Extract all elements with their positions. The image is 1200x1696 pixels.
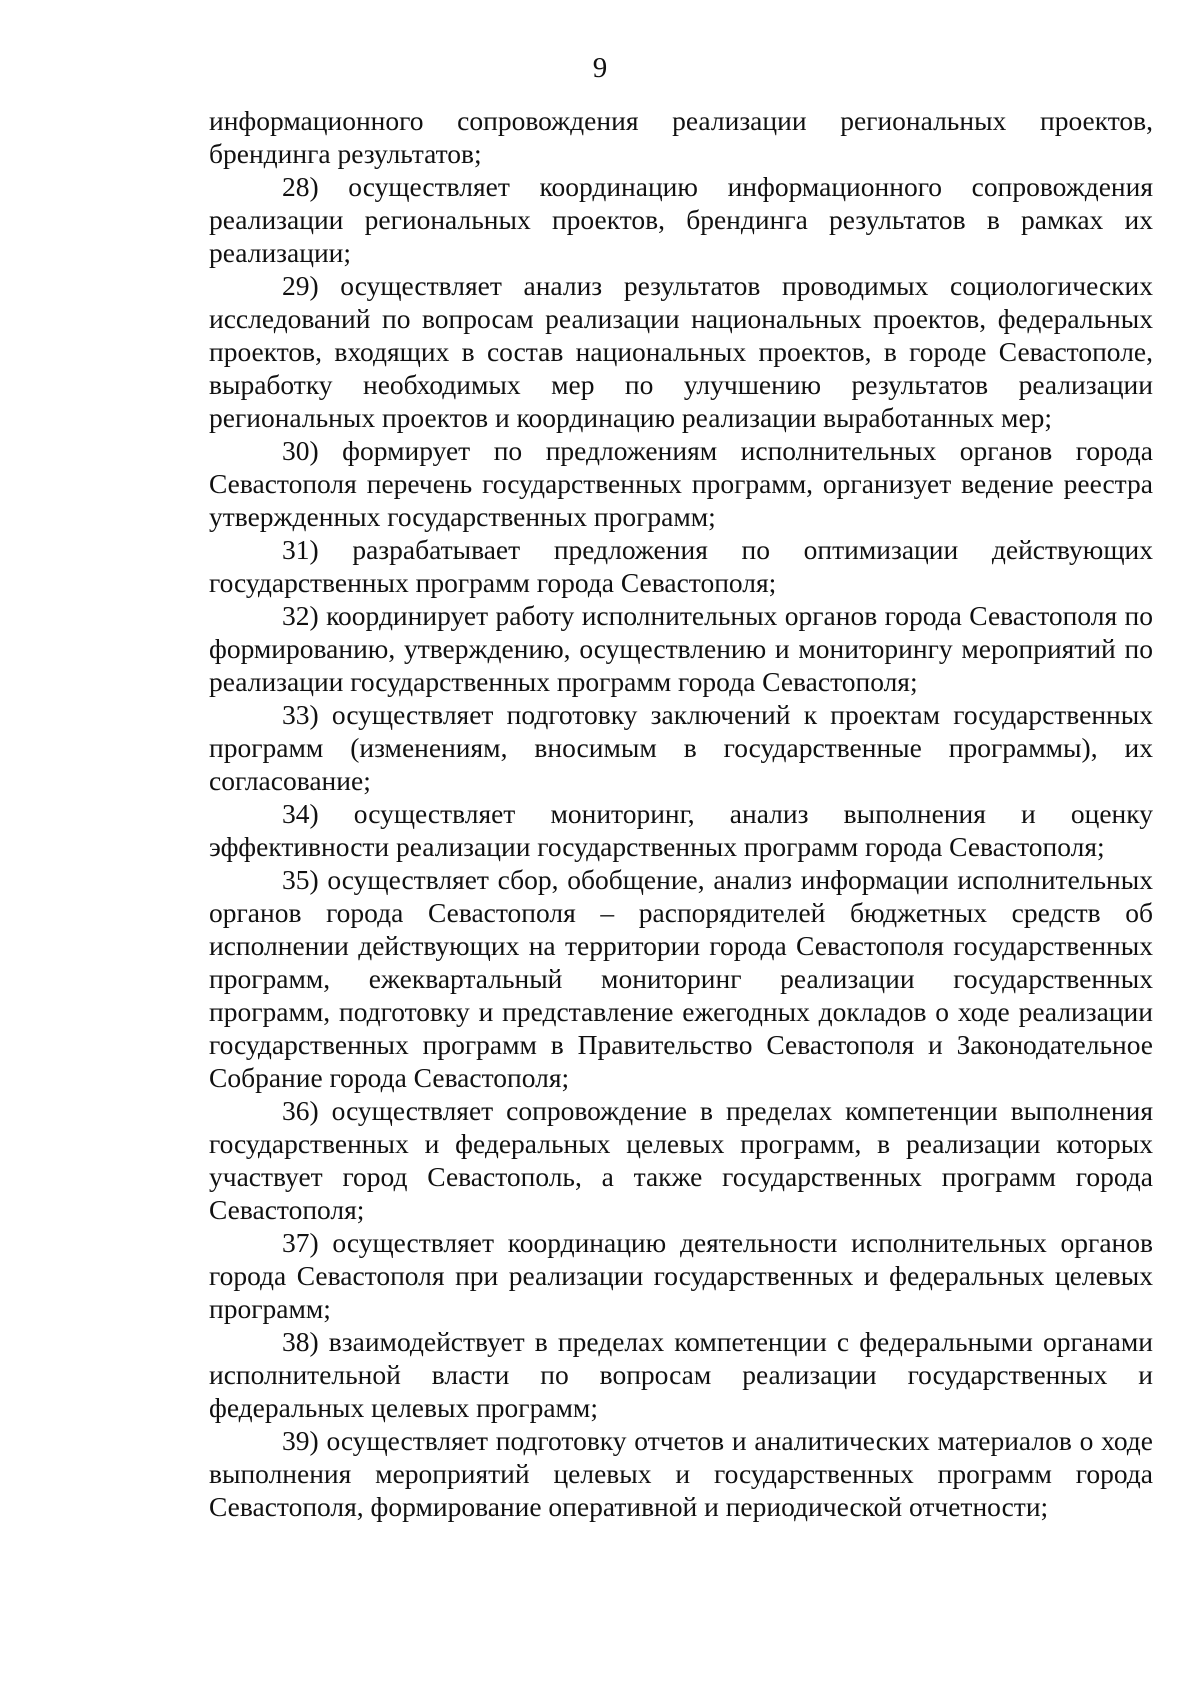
paragraph-item-29: 29) осуществляет анализ результатов проводимых социологических исследований по вопросам реализации национальных проектов, федеральных проектов, входящих в состав национальных проектов, в городе Севастополе, выработку необходимых мер по улучшению результатов реализации региональных проектов и координацию реализации выработанных мер; (209, 270, 1153, 433)
page-number: 9 (592, 52, 608, 84)
paragraph-item-35: 35) осуществляет сбор, обобщение, анализ информации исполнительных органов города Севастополя – распорядителей бюджетных средств об исполнении действующих на территории города Севастополя государственных программ, ежеквартальный мониторинг реализации государственных программ, подготовку и представление ежегодных докладов о ходе реализации государственных программ в Правительство Севастополя и Законодательное Собрание города Севастополя; (209, 864, 1153, 1093)
paragraph-item-32: 32) координирует работу исполнительных органов города Севастополя по формированию, утверждению, осуществлению и мониторингу мероприятий по реализации государственных программ города Севастополя; (209, 600, 1153, 697)
paragraph-item-34: 34) осуществляет мониторинг, анализ выполнения и оценку эффективности реализации государственных программ города Севастополя; (209, 798, 1153, 862)
paragraph-item-39: 39) осуществляет подготовку отчетов и аналитических материалов о ходе выполнения мероприятий целевых и государственных программ города Севастополя, формирование оперативной и периодической отчетности; (209, 1425, 1153, 1522)
document-body (209, 104, 1153, 1523)
paragraph-continuation: информационного сопровождения реализации региональных проектов, брендинга результатов; (209, 105, 1153, 169)
paragraph-item-30: 30) формирует по предложениям исполнительных органов города Севастополя перечень государственных программ, организует ведение реестра утвержденных государственных программ; (209, 435, 1153, 532)
paragraph-item-36: 36) осуществляет сопровождение в пределах компетенции выполнения государственных и федеральных целевых программ, в реализации которых участвует город Севастополь, а также государственных программ города Севастополя; (209, 1095, 1153, 1225)
paragraph-item-38: 38) взаимодействует в пределах компетенции с федеральными органами исполнительной власти по вопросам реализации государственных и федеральных целевых программ; (209, 1326, 1153, 1423)
paragraph-item-37: 37) осуществляет координацию деятельности исполнительных органов города Севастополя при реализации государственных и федеральных целевых программ; (209, 1227, 1153, 1324)
paragraph-item-33: 33) осуществляет подготовку заключений к проектам государственных программ (изменениям, вносимым в государственные программы), их согласование; (209, 699, 1153, 796)
paragraph-item-28: 28) осуществляет координацию информационного сопровождения реализации региональных проектов, брендинга результатов в рамках их реализации; (209, 171, 1153, 268)
paragraph-item-31: 31) разрабатывает предложения по оптимизации действующих государственных программ города Севастополя; (209, 534, 1153, 598)
